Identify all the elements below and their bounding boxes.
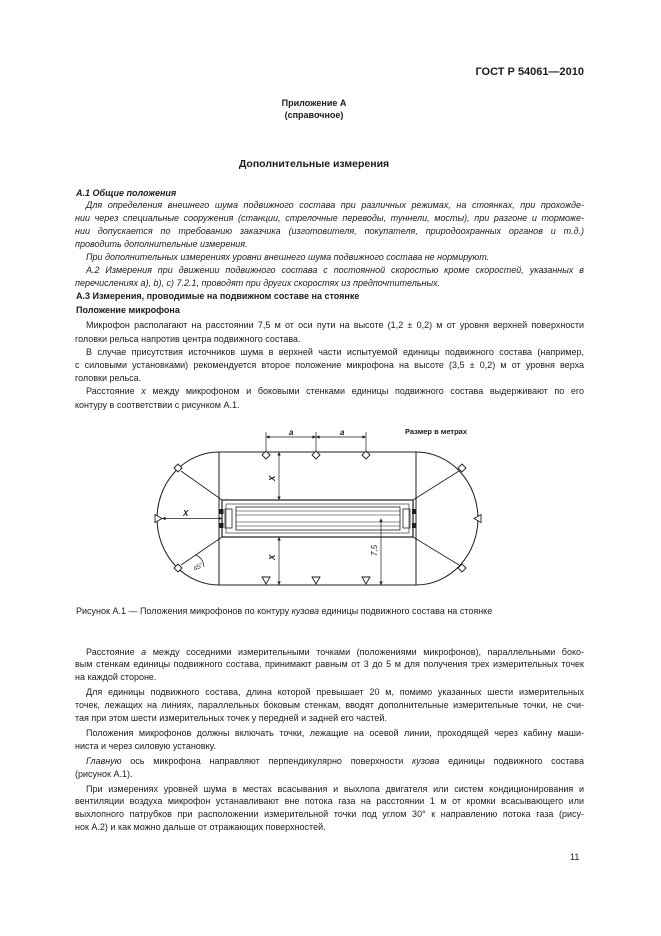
text-line: головки рельса напротив центра подвижного состава. xyxy=(75,333,301,344)
text-line: нии через специальные сооружения (станции, стрелочные переводы, туннели, мосты), при разгоне и торможе- xyxy=(75,212,584,223)
page-number: 11 xyxy=(570,852,580,862)
text-line: При измерениях уровней шума в местах всасывания и выхлопа двигателя или систем кондиционирования и xyxy=(86,783,584,794)
body-text xyxy=(75,646,584,835)
spacing-label-right: а xyxy=(340,428,345,437)
buffer-block xyxy=(412,523,416,528)
spacing-label-left: а xyxy=(289,428,294,437)
text-line: перечислениях а), b), с) 7.2.1, проводят при других скоростях из предпочтительных. xyxy=(75,277,441,288)
track-frame xyxy=(236,507,400,530)
text-line xyxy=(75,385,584,398)
italic-term: а xyxy=(141,646,147,657)
text-line: проводить дополнительные измерения. xyxy=(75,238,248,249)
text-line: Для единицы подвижного состава, длина которой превышает 20 м, помимо указанных шести измерительных xyxy=(86,687,584,698)
heading-a1: А.1 Общие положения xyxy=(76,187,177,198)
vehicle-body-inner xyxy=(226,504,409,533)
units-note: Размер в метрах xyxy=(405,427,468,436)
italic-term: кузова xyxy=(412,755,440,766)
section-title: Дополнительные измерения xyxy=(238,158,390,170)
buffer-block xyxy=(220,523,224,528)
text-line: Для определения внешнего шума подвижного состава при различных режимах, на стоянках, при прохожде- xyxy=(86,199,584,210)
figure-a1-diagram xyxy=(140,420,500,600)
paragraph xyxy=(75,251,584,264)
section-a1-text xyxy=(75,199,584,290)
buffer-block xyxy=(220,509,224,514)
text-line: А.2 Измерения при движении подвижного состава с постоянной скоростью кроме скоростей, указанных в xyxy=(86,264,584,275)
paragraph xyxy=(75,686,584,725)
corner-line xyxy=(413,471,459,500)
section-a3-text xyxy=(75,319,584,411)
text-line: Микрофон располагают на расстоянии 7,5 м от оси пути на высоте (1,2 ± 0,2) м от уровня верхней поверхности xyxy=(86,320,584,331)
subheading-mic-position: Положение микрофона xyxy=(76,304,180,315)
text-run: Расстояние xyxy=(86,646,142,657)
text-line: точек, лежащих на линиях, параллельных боковым стенкам, вводят дополнительные измерительные точки, не счи- xyxy=(75,700,584,711)
paragraph xyxy=(76,605,585,618)
text-run: Расстояние xyxy=(86,386,142,397)
appendix-kind: (справочное) xyxy=(284,109,344,120)
text-line xyxy=(75,755,584,768)
paragraph xyxy=(75,346,584,386)
distance-label: 7,5 xyxy=(370,544,379,556)
text-run: единицы подвижного состава xyxy=(439,755,584,766)
text-line: контуру в соответствии с рисунком А.1. xyxy=(75,399,240,410)
text-line: нии допускается по требованию заказчика (изготовителя, покупателя, природоохранных органов и т.д.) xyxy=(75,225,584,236)
corner-line xyxy=(413,537,459,565)
text-line xyxy=(75,646,584,659)
microphone-marker-bottom xyxy=(262,577,270,584)
text-run: между микрофоном и боковыми стенками единицы подвижного состава выдерживают по его xyxy=(145,386,584,397)
figure-caption xyxy=(76,605,585,618)
heading-a3: А.3 Измерения, проводимые на подвижном составе на стоянке xyxy=(76,290,360,301)
text-line: тая при этом шести измерительных точек у передней и задней его частей. xyxy=(75,713,387,724)
text-line: Положения микрофонов должны включать точки, лежащие на осевой линии, проходящей через кабину маши- xyxy=(86,727,584,738)
paragraph xyxy=(75,727,584,753)
paragraph xyxy=(75,385,584,411)
corner-line xyxy=(181,537,222,565)
corner-line xyxy=(181,471,222,500)
text-run: единицы подвижного состава на стоянке xyxy=(318,605,493,616)
buffer-block xyxy=(412,509,416,514)
document-number: ГОСТ Р 54061—2010 xyxy=(475,66,584,78)
microphone-marker-bottom xyxy=(312,577,320,584)
x-label-left: X xyxy=(183,509,189,518)
text-line: вым стенкам единицы подвижного состава, принимают равным от 3 до 5 м для получения трех измерительных точек xyxy=(75,659,584,670)
paragraph xyxy=(75,646,584,685)
italic-term: кузова xyxy=(291,605,319,616)
text-line: вентиляции воздуха микрофон устанавливают вне потока газа на расстоянии 1 м от кромки всасывающего или xyxy=(75,796,584,807)
vehicle-body-outline xyxy=(222,500,413,537)
italic-term: x xyxy=(141,386,146,397)
text-line: нок А.2) и как можно дальше от отражающих поверхностей. xyxy=(75,822,326,833)
text-line xyxy=(76,605,585,618)
text-line: с силовыми установками) рекомендуется второе положение микрофона на высоте (3,5 ± 0,2) м от уровня верха xyxy=(75,360,584,370)
paragraph xyxy=(75,783,584,835)
text-line: ниста и через силовую установку. xyxy=(75,740,216,751)
appendix-title: Приложение А xyxy=(281,97,347,108)
text-run: между соседними измерительными точками (положениями микрофонов), параллельными боко- xyxy=(146,646,584,657)
text-run: Рисунок А.1 — Положения микрофонов по контуру xyxy=(76,605,292,616)
angle-label: 45° xyxy=(192,561,205,573)
microphone-marker-bottom xyxy=(362,577,370,584)
microphone-marker-corner xyxy=(458,564,466,572)
text-line: головки рельса. xyxy=(75,373,142,384)
text-line: выхлопного патрубков при расположении измерительной точки под углом 30° к направлению потока газа (рису- xyxy=(75,809,584,820)
text-run: ось микрофона направляют перпендикулярно поверхности xyxy=(121,755,413,766)
text-line: (рисунок А.1). xyxy=(75,768,133,779)
microphone-marker-left xyxy=(155,515,162,523)
text-line: При дополнительных измерениях уровни внешнего шума подвижного состава не нормируют. xyxy=(86,251,490,262)
paragraph xyxy=(75,264,584,290)
text-line: на каждой стороне. xyxy=(75,672,157,683)
x-label-bottom: X xyxy=(268,554,277,560)
paragraph xyxy=(75,319,584,345)
x-label-top: X xyxy=(268,475,277,481)
text-line: В случае присутствия источников шума в верхней части испытуемой единицы подвижного состава (например, xyxy=(86,346,584,357)
paragraph xyxy=(75,755,584,781)
italic-term: Главную xyxy=(86,755,122,766)
paragraph xyxy=(75,199,584,251)
